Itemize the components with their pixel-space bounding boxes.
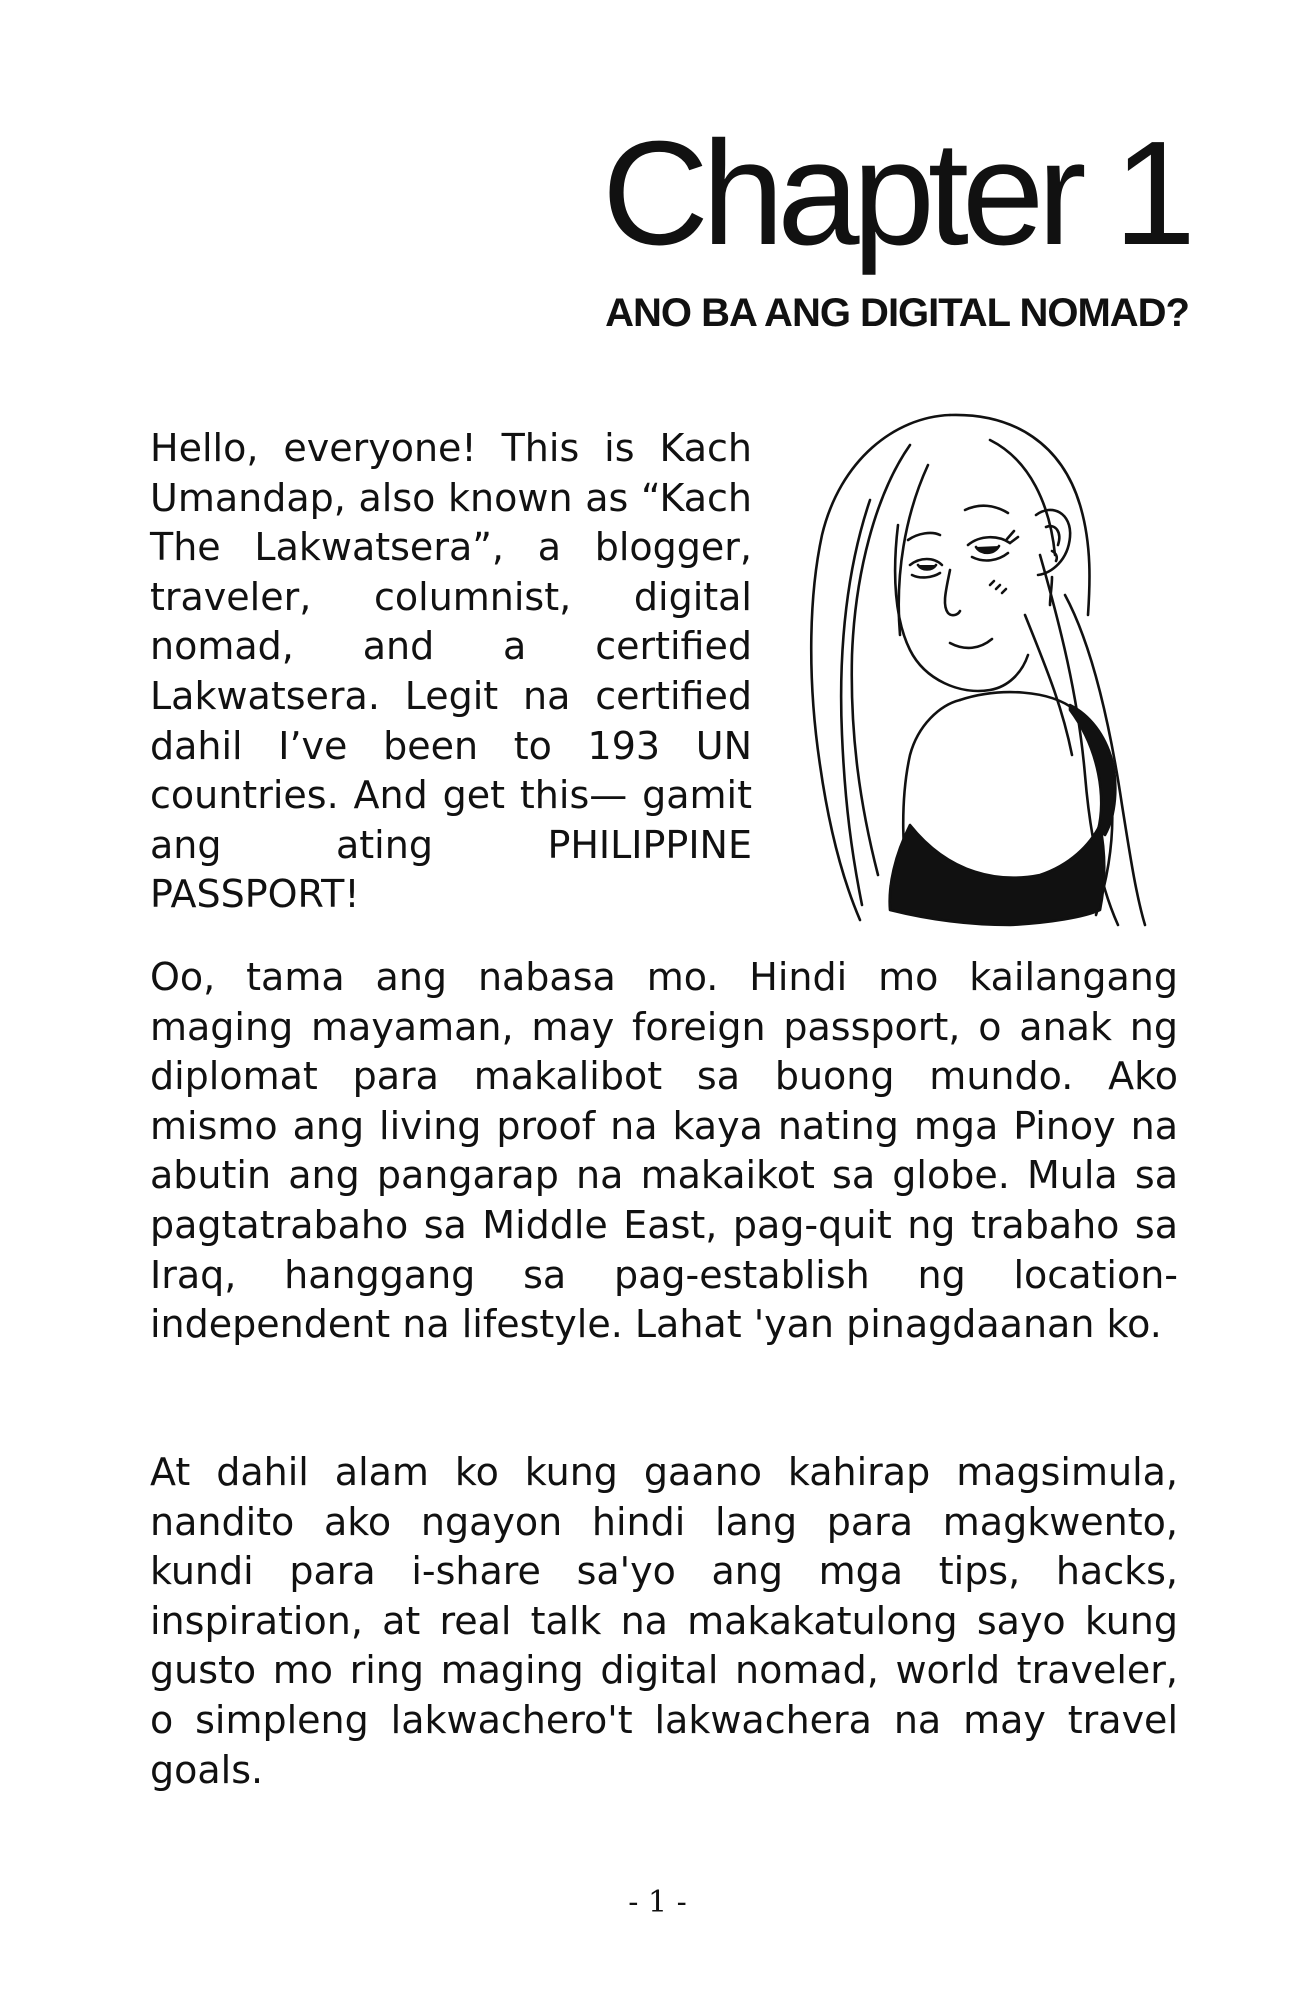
- body-paragraph: Oo, tama ang nabasa mo. Hindi mo kailangang maging mayaman, may foreign passport, o anak ng diplomat para makalibot sa buong mundo. Ako mismo ang living proof na kaya nating mga Pinoy na abutin ang pangarap na makaikot sa globe. Mula sa pagtatrabaho sa Middle East, pag-quit ng trabaho sa Iraq, hanggang sa pag-establish ng location-independent na lifestyle. Lahat 'yan pinagdaanan ko.: [150, 955, 1178, 1347]
- intro-paragraph: Hello, everyone! This is Kach Umandap, also known as “Kach The Lakwatsera”, a blogger, traveler, columnist, digital nomad, and a certified Lakwatsera. Legit na certified dahil I’ve been to 193 UN countries. And get this— gamit ang ating PHILIPPINE PASSPORT!: [150, 426, 752, 917]
- page-number: - 1 -: [628, 1885, 687, 1920]
- body-paragraph: At dahil alam ko kung gaano kahirap magsimula, nandito ako ngayon hindi lang para magkwento, kundi para i-share sa'yo ang mga tips, hacks, inspiration, at real talk na makakatulong sayo kung gusto mo ring maging digital nomad, world traveler, o simpleng lakwachero't lakwachera na may travel goals.: [150, 1450, 1178, 1792]
- chapter-subtitle: ANO BA ANG DIGITAL NOMAD?: [605, 291, 1189, 335]
- woman-portrait-illustration: [800, 405, 1150, 935]
- chapter-title: Chapter 1: [602, 111, 1189, 276]
